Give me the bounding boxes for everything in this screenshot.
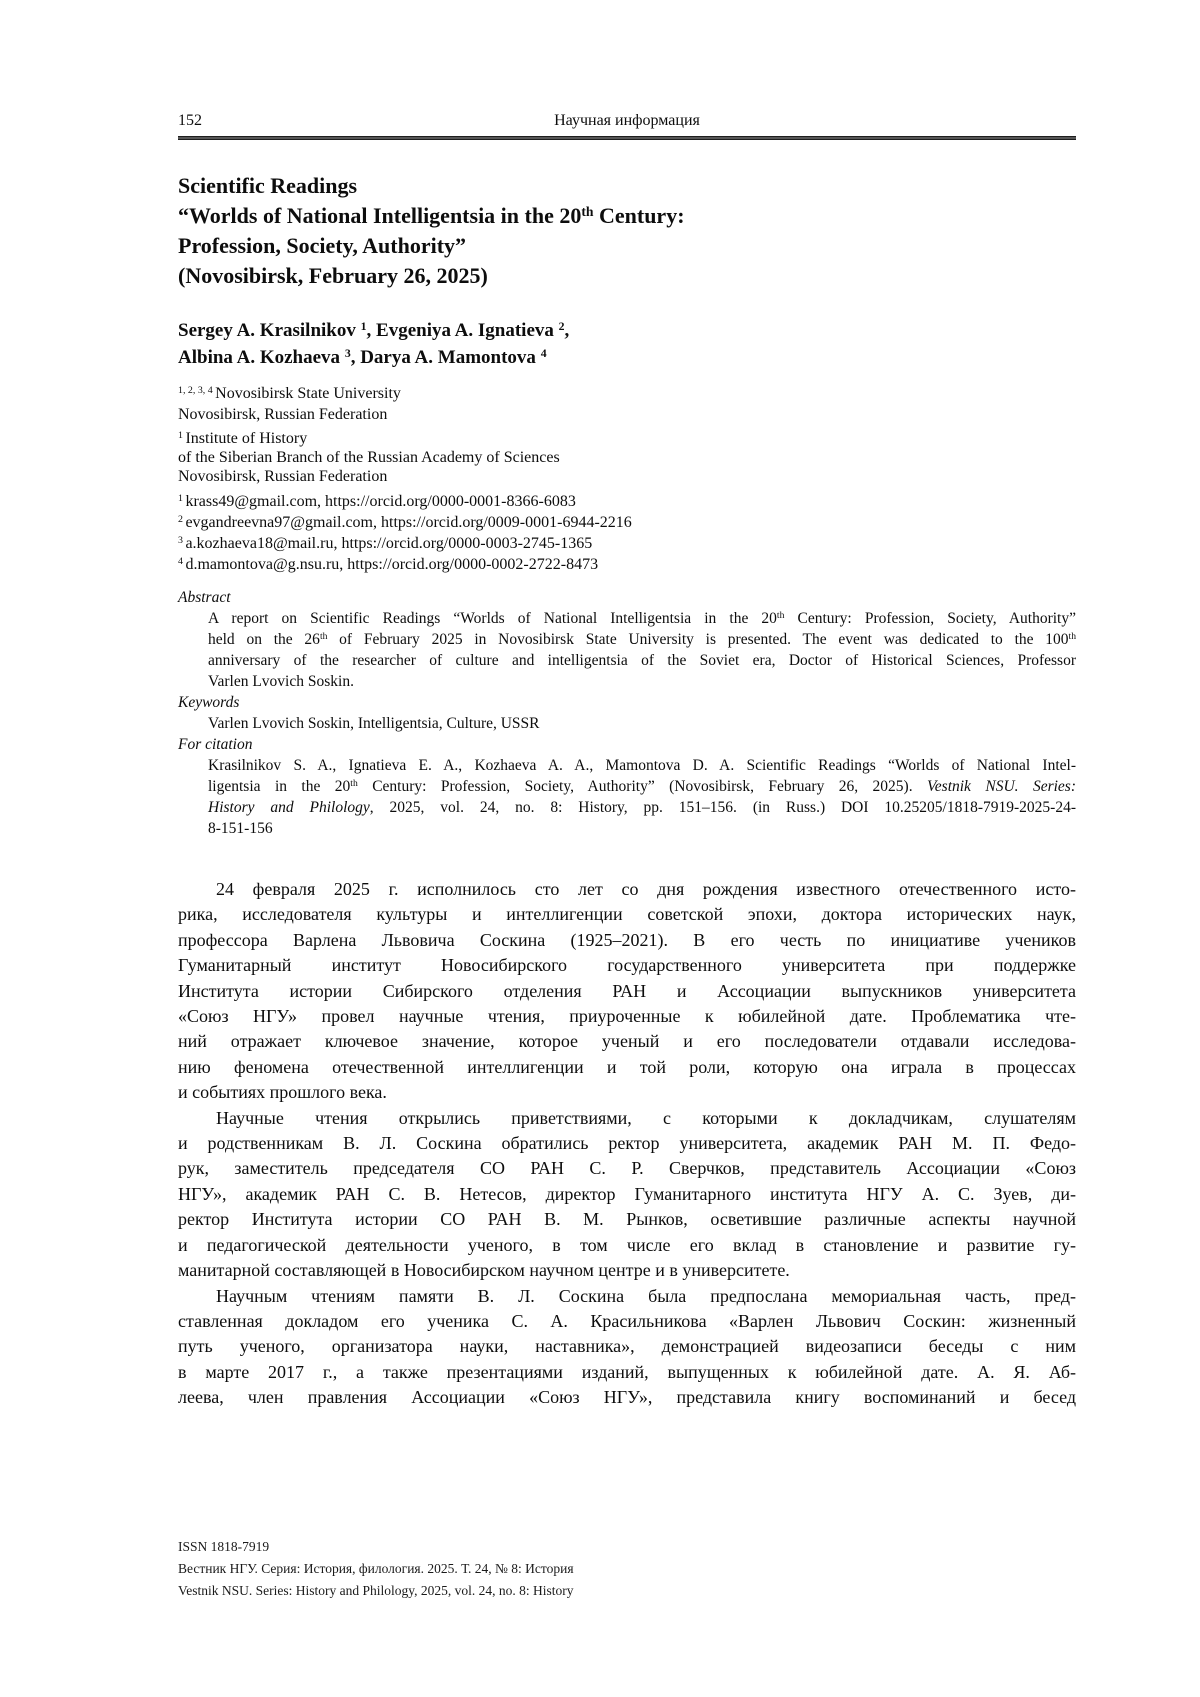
contact-email-orcid: d.mamontova@g.nsu.ru, https://orcid.org/0000-0002-2722-8473 [185,556,599,573]
affil-marker: 1 [178,429,186,441]
contact-marker: 4 [178,555,186,567]
abstract-superscript: th [776,609,785,621]
authors-block [178,317,1076,371]
affiliation-name: Novosibirsk State University [215,385,401,402]
body-paragraph [178,877,1076,1106]
title-line-1: Scientific Readings [178,173,358,198]
affiliation-line-2: of the Siberian Branch of the Russian Academy of Sciences [178,449,560,466]
body-line: и событиях прошлого века. [178,1082,387,1103]
citation-superscript: th [350,777,358,789]
contact-line [178,533,1076,554]
abstract-superscript: th [1068,630,1076,642]
abstract-text: A report on Scientific Readings “Worlds of National Intelligentsia in the 20 [208,610,777,627]
contacts-block [178,491,1076,575]
body-line: ставленная докладом его ученика С. А. Красильникова «Варлен Львович Соскин: жизненный [178,1310,1076,1331]
keywords-section [178,692,1076,734]
title-line-3: Profession, Society, Authority” [178,233,467,258]
abstract-text: of February 2025 in Novosibirsk State University is presented. The event was dedicated to the 100 [327,631,1069,648]
abstract-text: held on the 26 [208,631,320,648]
body-line: и родственникам В. Л. Соскина обратились ректор университета, академик РАН М. П. Федо- [178,1133,1076,1154]
affiliation-location: Novosibirsk, Russian Federation [178,468,388,485]
contact-line [178,512,1076,533]
contact-email-orcid: a.kozhaeva18@mail.ru, https://orcid.org/0000-0003-2745-1365 [185,535,593,552]
page-number: 152 [178,112,202,129]
affiliation-location: Novosibirsk, Russian Federation [178,406,388,423]
citation-text: ligentsia in the 20 [208,778,351,795]
contact-email-orcid: evgandreevna97@gmail.com, https://orcid.org/0009-0001-6944-2216 [185,514,632,531]
contact-marker: 1 [178,492,186,504]
abstract-line: anniversary of the researcher of culture and intelligentsia of the Soviet era, Doctor of Historical Sciences, Professor [208,652,1076,669]
citation-text: , 2025, vol. 24, no. 8: History, pp. 151–156. (in Russ.) DOI 10.25205/1818-7919-2025-24- [369,799,1076,816]
author-affil-marker: 3 [344,346,351,360]
header-rule [178,136,1076,140]
abstract-text: Century: Profession, Society, Authority” [784,610,1076,627]
footer-journal-ru: Вестник НГУ. Серия: История, филология. 2025. Т. 24, № 8: История [178,1561,574,1576]
citation-section [178,734,1076,839]
author-affil-marker: 4 [540,346,547,360]
author-name: Sergey A. Krasilnikov [178,320,361,341]
abstract-label: Abstract [178,589,231,606]
citation-line: Krasilnikov S. A., Ignatieva E. A., Kozhaeva A. A., Mamontova D. A. Scientific Readings “Worlds of National Intel- [208,757,1076,774]
body-paragraph [178,1106,1076,1284]
body-line: Научным чтениям памяти В. Л. Соскина была предпослана мемориальная часть, пред- [216,1285,1076,1306]
body-paragraph [178,1284,1076,1411]
authors-line-1-tail: , [564,320,570,341]
abstract-body [178,608,1076,692]
contact-marker: 3 [178,534,186,546]
contact-marker: 2 [178,513,186,525]
body-line: ний отражает ключевое значение, которое ученый и его последователи отдавали исследова- [178,1031,1076,1052]
citation-label: For citation [178,736,253,753]
title-line-4: (Novosibirsk, February 26, 2025) [178,263,488,288]
running-title: Научная информация [554,112,700,129]
citation-line [208,776,1076,797]
affiliation-line [178,383,1076,404]
title-line-2 [178,201,1076,231]
contact-line [178,554,1076,575]
journal-name-italic: History and Philology [208,799,370,816]
page-footer [178,1536,574,1602]
journal-name-italic: Vestnik NSU. Series: [927,778,1076,795]
body-line: нию феномена отечественной интеллигенции и той роли, которую она играла в процессах [178,1056,1076,1077]
body-line: в марте 2017 г., а также презентациями изданий, выпущенных к юбилейной дате. А. Я. Аб- [178,1361,1076,1382]
body-line: путь ученого, организатора науки, наставника», демонстрацией видеозаписи беседы с ним [178,1336,1076,1357]
author-name: , Darya A. Mamontova [350,347,541,368]
affiliation-group-1 [178,383,1076,425]
affiliation-name: Institute of History [185,430,308,447]
author-affil-marker: 2 [558,319,565,333]
body-line: «Союз НГУ» провел научные чтения, приуроченные к юбилейной дате. Проблематика чте- [178,1006,1076,1027]
abstract-line [208,608,1076,629]
article-body [178,877,1076,1411]
contact-email-orcid: krass49@gmail.com, https://orcid.org/0000-0001-8366-6083 [185,493,576,510]
citation-line [208,797,1076,818]
citation-text: Century: Profession, Society, Authority” (Novosibirsk, February 26, 2025). [357,778,928,795]
authors-line-2 [178,344,1076,371]
running-head [178,112,1076,130]
authors-line-1 [178,317,1076,344]
body-line: ректор Института истории СО РАН В. М. Рынков, осветившие различные аспекты научной [178,1209,1076,1230]
title-superscript: th [581,203,594,219]
body-line: леева, член правления Ассоциации «Союз НГУ», представила книгу воспоминаний и бесед [178,1387,1076,1408]
author-affil-marker: 1 [360,319,367,333]
body-line: Научные чтения открылись приветствиями, с которыми к докладчикам, слушателям [216,1107,1076,1128]
title-line-2-tail: Century: [593,203,685,228]
affiliation-line [178,429,1076,448]
affiliation-group-2 [178,429,1076,486]
body-line: НГУ», академик РАН С. В. Нетесов, директор Гуманитарного института НГУ А. С. Зуев, ди- [178,1183,1076,1204]
affil-marker: 1, 2, 3, 4 [178,384,216,396]
author-name: , Evgeniya A. Ignatieva [366,320,559,341]
body-line: и педагогической деятельности ученого, в том числе его вклад в становление и развитие гу- [178,1234,1076,1255]
abstract-line: Varlen Lvovich Soskin. [208,673,354,690]
contact-line [178,491,1076,512]
footer-journal-en: Vestnik NSU. Series: History and Philology, 2025, vol. 24, no. 8: History [178,1583,574,1598]
article-title [178,171,1076,291]
body-line: рук, заместитель председателя СО РАН С. Р. Сверчков, представитель Ассоциации «Союз [178,1158,1076,1179]
body-line: манитарной составляющей в Новосибирском научном центре и в университете. [178,1260,790,1281]
title-line-2-text: “Worlds of National Intelligentsia in the 20 [178,203,582,228]
footer-issn: ISSN 1818-7919 [178,1539,270,1554]
keywords-label: Keywords [178,694,240,711]
body-line: 24 февраля 2025 г. исполнилось сто лет со дня рождения известного отечественного исто- [216,879,1076,899]
keywords-text: Varlen Lvovich Soskin, Intelligentsia, Culture, USSR [208,715,540,732]
citation-body [178,755,1076,839]
citation-line: 8-151-156 [208,820,273,837]
body-line: Института истории Сибирского отделения РАН и Ассоциации выпускников университета [178,980,1076,1001]
author-name: Albina A. Kozhaeva [178,347,345,368]
abstract-superscript: th [319,630,328,642]
abstract-section [178,587,1076,692]
body-line: профессора Варлена Львовича Соскина (1925–2021). В его честь по инициативе учеников [178,929,1076,950]
abstract-line [208,629,1076,650]
body-line: Гуманитарный институт Новосибирского государственного университета при поддержке [178,955,1076,976]
body-line: рика, исследователя культуры и интеллигенции советской эпохи, доктора исторических наук, [178,904,1076,925]
